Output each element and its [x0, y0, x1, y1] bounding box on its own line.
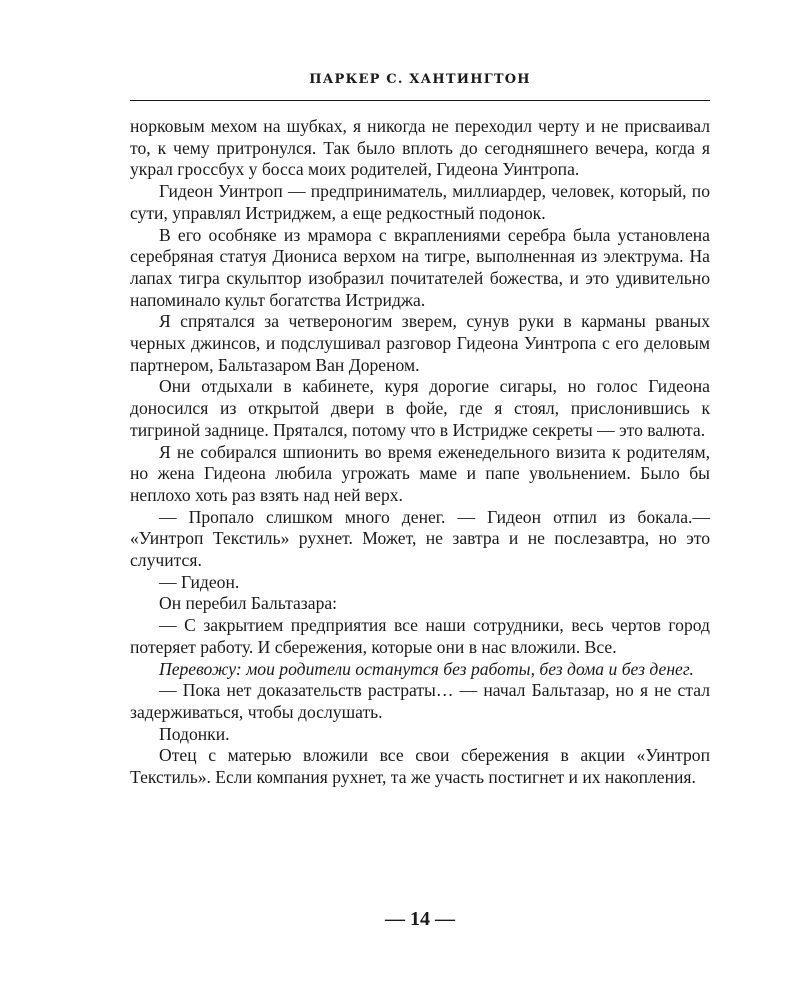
paragraph: В его особняке из мрамора с вкраплениями серебра была установлена серебряная статуя Диониса верхом на тигре, выполненная из электрума. На лапах тигра скульптор изобразил почитателей божества, и это удивительно напоминало культ богатства Истриджа. [130, 224, 710, 310]
italic-paragraph: Перевожу: мои родители останутся без работы, без дома и без денег. [159, 658, 694, 679]
dialogue-paragraph: — Гидеон. [159, 571, 240, 592]
running-head: ПАРКЕР С. ХАНТИНГТОН [309, 72, 531, 87]
dialogue-paragraph: — С закрытием предприятия все наши сотрудники, весь чертов город потеряет работу. И сбережения, которые они в нас вложили. Все. [130, 615, 710, 657]
dialogue-paragraph: — Пока нет доказательств растраты… — начал Бальтазар, но я не стал задерживаться, чтобы дослушать. [130, 680, 710, 722]
dialogue-paragraph: — Пропало слишком много денег. — Гидеон отпил из бокала.— «Уинтроп Текстиль» рухнет. Может, не завтра и не послезавтра, но это случится. [130, 506, 710, 571]
paragraph: Гидеон Уинтроп — предприниматель, миллиардер, человек, который, по сути, управлял Истриджем, а еще редкостный подонок. [130, 181, 710, 223]
page-number: — 14 — [385, 908, 455, 930]
paragraph: Они отдыхали в кабинете, куря дорогие сигары, но голос Гидеона доносился из открытой двери в фойе, где я стоял, прислонившись к тигриной заднице. Прятался, потому что в Истридже секреты — это валюта. [130, 376, 710, 440]
paragraph: Я не собирался шпионить во время еженедельного визита к родителям, но жена Гидеона любила угрожать маме и папе увольнением. Было бы неплохо хоть раз взять над ней верх. [130, 441, 710, 505]
paragraph: Я спрятался за четвероногим зверем, сунув руки в карманы рваных черных джинсов, и подслушивал разговор Гидеона Уинтропа с его деловым партнером, Бальтазаром Ван Дореном. [130, 311, 710, 375]
paragraph: Он перебил Бальтазара: [159, 593, 338, 614]
body-text [130, 116, 710, 789]
paragraph: норковым мехом на шубках, я никогда не переходил черту и не присваивал то, к чему притронулся. Так было вплоть до сегодняшнего вечера, когда я украл гроссбух у босса моих родителей, Гидеона Уинтропа. [130, 116, 710, 180]
paragraph: Подонки. [159, 723, 230, 744]
header-rule [130, 100, 710, 101]
paragraph: Отец с матерью вложили все свои сбережения в акции «Уинтроп Текстиль». Если компания рухнет, та же участь постигнет и их накопления. [130, 745, 710, 788]
